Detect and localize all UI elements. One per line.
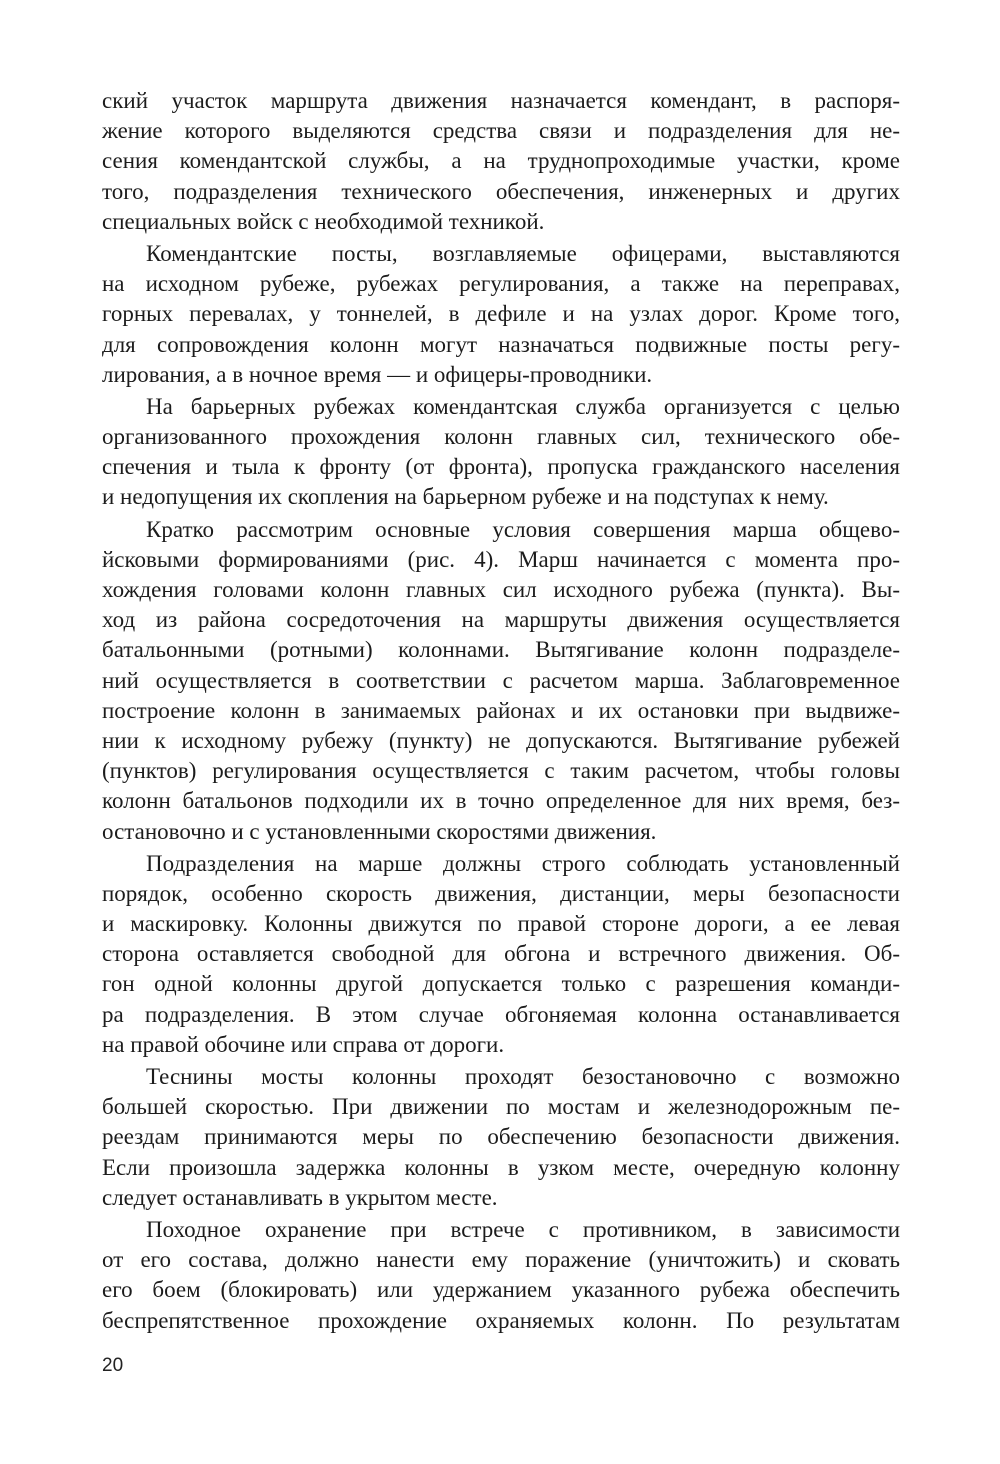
text-line: ский участок маршрута движения назначается комендант, в распоря- [102,88,900,113]
paragraph [102,1062,900,1213]
text-line: его боем (блокировать) или удержанием указанного рубежа обеспечить [102,1277,900,1303]
text-line: от его состава, должно нанести ему поражение (уничтожить) и сковать [102,1247,900,1273]
text-line: Кратко рассмотрим основные условия совершения марша общево- [146,516,900,542]
paragraph [102,239,900,390]
text-line: для сопровождения колонн могут назначаться подвижные посты регу- [102,331,900,357]
page-body [102,86,900,1336]
text-line: спечения и тыла к фронту (от фронта), пропуска гражданского населения [102,454,900,480]
text-line: батальонными (ротными) колоннами. Вытягивание колонн подразделе- [102,637,900,663]
text-line: организованного прохождения колонн главных сил, технического обе- [102,424,900,450]
paragraph [102,849,900,1060]
paragraph [102,392,900,513]
text-line: сторона оставляется свободной для обгона и встречного движения. Об- [102,941,900,967]
text-line: беспрепятственное прохождение охраняемых колонн. По результатам [102,1307,900,1333]
text-line: и маскировку. Колонны движутся по правой стороне дороги, а ее левая [102,911,900,937]
paragraph [102,86,900,237]
text-line: Комендантские посты, возглавляемые офицерами, выставляются [146,240,900,266]
text-line: специальных войск с необходимой техникой. [102,208,545,234]
text-line: жение которого выделяются средства связи и подразделения для не- [102,118,900,144]
text-line: и недопущения их скопления на барьерном рубеже и на подступах к нему. [102,484,829,510]
page-number: 20 [102,1355,124,1376]
text-line: большей скоростью. При движении по мостам и железнодорожным пе- [102,1094,900,1120]
text-line: построение колонн в занимаемых районах и их остановки при выдвиже- [102,697,900,723]
text-line: Теснины мосты колонны проходят безостановочно с возможно [146,1064,900,1089]
text-line: нии к исходному рубежу (пункту) не допускаются. Вытягивание рубежей [102,727,900,753]
text-line: следует останавливать в укрытом месте. [102,1184,498,1210]
text-line: на правой обочине или справа от дороги. [102,1031,505,1057]
text-line: хождения головами колонн главных сил исходного рубежа (пункта). Вы- [102,577,900,602]
text-line: порядок, особенно скорость движения, дистанции, меры безопасности [102,880,900,906]
text-line: (пунктов) регулирования осуществляется с таким расчетом, чтобы головы [102,758,900,784]
text-line: йсковыми формированиями (рис. 4). Марш начинается с момента про- [102,546,900,572]
text-line: того, подразделения технического обеспечения, инженерных и других [102,178,900,204]
text-line: горных перевалах, у тоннелей, в дефиле и на узлах дорог. Кроме того, [102,301,900,327]
text-line: ра подразделения. В этом случае обгоняемая колонна останавливается [102,1001,900,1027]
text-line: сения комендантской службы, а на труднопроходимые участки, кроме [102,148,900,174]
text-line: Если произошла задержка колонны в узком месте, очередную колонну [102,1154,900,1180]
text-line: На барьерных рубежах комендантская служба организуется с целью [146,393,900,419]
paragraph [102,515,900,847]
text-line: гон одной колонны другой допускается только с разрешения команди- [102,971,900,997]
text-line: ход из района сосредоточения на маршруты движения осуществляется [102,607,900,633]
text-line: Подразделения на марше должны строго соблюдать установленный [146,850,900,876]
text-line: реездам принимаются меры по обеспечению безопасности движения. [102,1124,900,1150]
text-line: ний осуществляется в соответствии с расчетом марша. Заблаговременное [102,667,900,693]
text-line: на исходном рубеже, рубежах регулирования, а также на переправах, [102,271,900,297]
text-line: лирования, а в ночное время — и офицеры-проводники. [102,361,653,387]
text-line: Походное охранение при встрече с противником, в зависимости [146,1216,900,1242]
text-line: колонн батальонов подходили их в точно определенное для них время, без- [102,788,900,814]
paragraph [102,1215,900,1336]
text-line: остановочно и с установленными скоростями движения. [102,818,657,844]
